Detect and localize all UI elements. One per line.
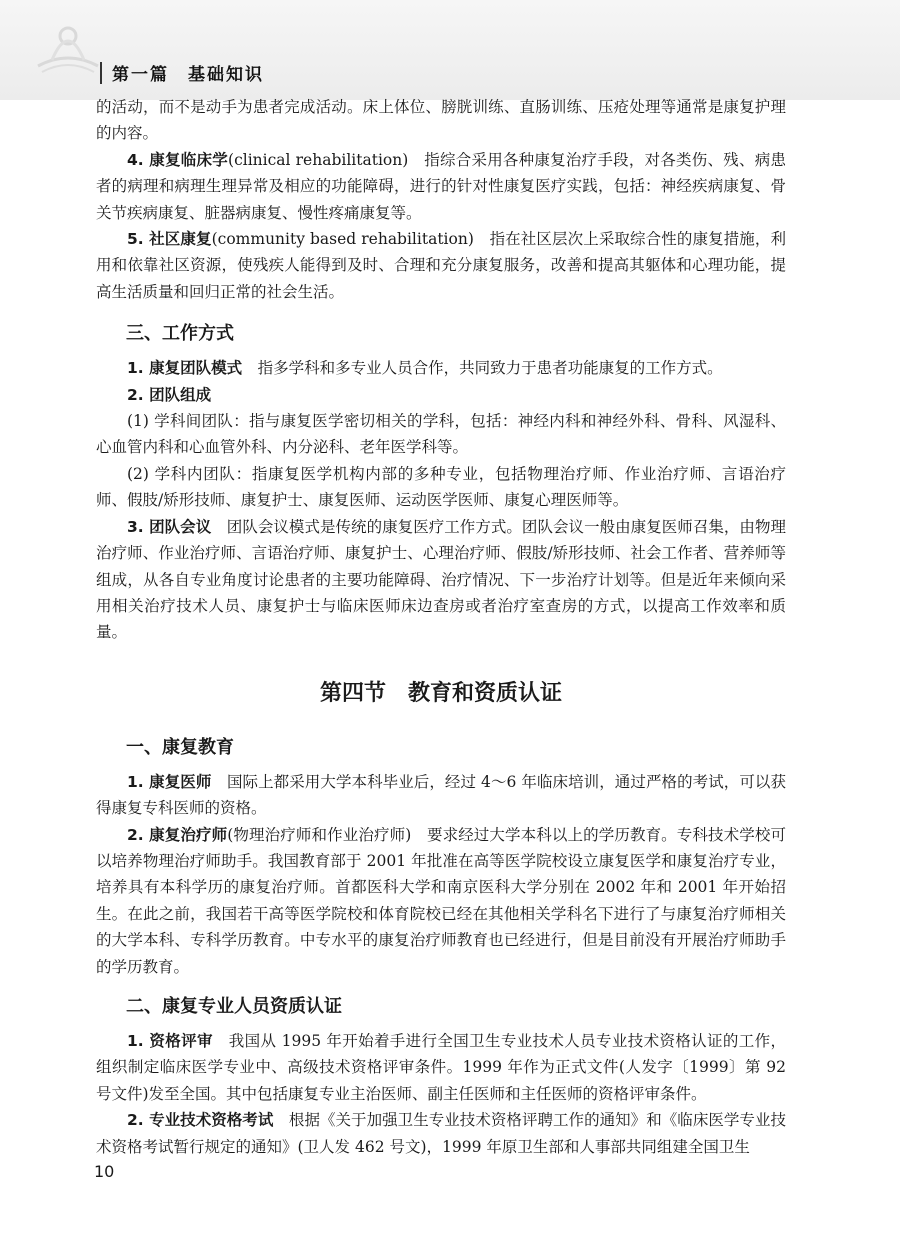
- paragraph-team-composition: [96, 382, 786, 408]
- heading-work-mode: 三、工作方式: [126, 323, 234, 345]
- book-logo-icon: [28, 14, 108, 84]
- term-label: 2. 康复治疗师: [127, 825, 228, 844]
- term-label: 3. 团队会议: [127, 517, 212, 536]
- paragraph-qualification-exam: [96, 1107, 786, 1160]
- paragraph-team-meeting: [96, 514, 786, 646]
- paragraph-text: (clinical rehabilitation) 指综合采用各种康复治疗手段，对各类伤、残、病患者的病理和病理生理异常及相应的功能障碍，进行的针对性康复医疗实践，包括：神经疾病康复、骨关节疾病康复、脏器病康复、慢性疼痛康复等。: [96, 150, 786, 222]
- paragraph-text: (物理治疗师和作业治疗师) 要求经过大学本科以上的学历教育。专科技术学校可以培养物理治疗师助手。我国教育部于 2001 年批准在高等医学院校设立康复医学和康复治疗专业，培养具有本科学历的康复治疗师。首都医科大学和南京医科大学分别在 2002 年和 2001 年开始招生。在此之前，我国若干高等医学院校和体育院校已经在其他相关学科名下进行了与康复治疗师相关的大学本科、专科学历教育。中专水平的康复治疗师教育也已经进行，但是目前没有开展治疗师助手的学历教育。: [96, 825, 786, 976]
- term-label: 1. 资格评审: [127, 1031, 213, 1050]
- paragraph: (1) 学科间团队：指与康复医学密切相关的学科，包括：神经内科和神经外科、骨科、风湿科、心血管内科和心血管外科、内分泌科、老年医学科等。: [96, 412, 786, 457]
- paragraph-qualification-review: [96, 1028, 786, 1107]
- term-label: 1. 康复团队模式: [127, 359, 243, 378]
- part-label: 第一篇 基础知识: [112, 65, 264, 85]
- header-band: [0, 0, 900, 100]
- paragraph-text: 指多学科和多专业人员合作，共同致力于患者功能康复的工作方式。: [242, 359, 723, 378]
- paragraph-team-mode: [96, 355, 786, 381]
- paragraph-therapist: [96, 822, 786, 980]
- term-label: 4. 康复临床学: [127, 150, 229, 169]
- paragraph-physician: [96, 769, 786, 822]
- page-number: 10: [94, 1162, 115, 1181]
- header-divider: [100, 62, 102, 84]
- paragraph-text: 根据《关于加强卫生专业技术资格评聘工作的通知》和《临床医学专业技术资格考试暂行规定的通知》(卫人发 462 号文)，1999 年原卫生部和人事部共同组建全国卫生: [96, 1111, 786, 1156]
- paragraph-text: 我国从 1995 年开始着手进行全国卫生专业技术人员专业技术资格认证的工作，组织制定临床医学专业中、高级技术资格评审条件。1999 年作为正式文件(人发字〔1999〕第 92 号文件)发至全国。其中包括康复专业主治医师、副主任医师和主任医师的资格评审条件。: [96, 1031, 786, 1103]
- paragraph: (2) 学科内团队：指康复医学机构内部的多种专业，包括物理治疗师、作业治疗师、言语治疗师、假肢/矫形技师、康复护士、康复医师、运动医学医师、康复心理医师等。: [96, 464, 786, 510]
- section-title: 第四节 教育和资质认证: [319, 680, 562, 706]
- paragraph-clinical-rehab: [96, 147, 786, 226]
- term-label: 2. 团队组成: [127, 385, 212, 404]
- paragraph: 的活动，而不是动手为患者完成活动。床上体位、膀胱训练、直肠训练、压疮处理等通常是康复护理的内容。: [96, 98, 786, 143]
- heading-education: 一、康复教育: [126, 736, 234, 758]
- term-label: 2. 专业技术资格考试: [127, 1111, 274, 1130]
- paragraph-community-rehab: [96, 226, 786, 305]
- page-content: [96, 94, 786, 1160]
- paragraph-text: 国际上都采用大学本科毕业后，经过 4～6 年临床培训，通过严格的考试，可以获得康复专科医师的资格。: [96, 772, 786, 818]
- paragraph-text: 团队会议模式是传统的康复医疗工作方式。团队会议一般由康复医师召集，由物理治疗师、作业治疗师、言语治疗师、康复护士、心理治疗师、假肢/矫形技师、社会工作者、营养师等组成，从各自专业角度讨论患者的主要功能障碍、治疗情况、下一步治疗计划等。但是近年来倾向采用相关治疗技术人员、康复护士与临床医师床边查房或者治疗室查房的方式，以提高工作效率和质量。: [96, 517, 786, 642]
- heading-certification: 二、康复专业人员资质认证: [126, 995, 342, 1017]
- term-label: 1. 康复医师: [127, 772, 212, 791]
- paragraph-text: (community based rehabilitation) 指在社区层次上采取综合性的康复措施，利用和依靠社区资源，使残疾人能得到及时、合理和充分康复服务，改善和提高其躯体和心理功能，提高生活质量和回归正常的社会生活。: [96, 230, 786, 301]
- term-label: 5. 社区康复: [127, 230, 212, 249]
